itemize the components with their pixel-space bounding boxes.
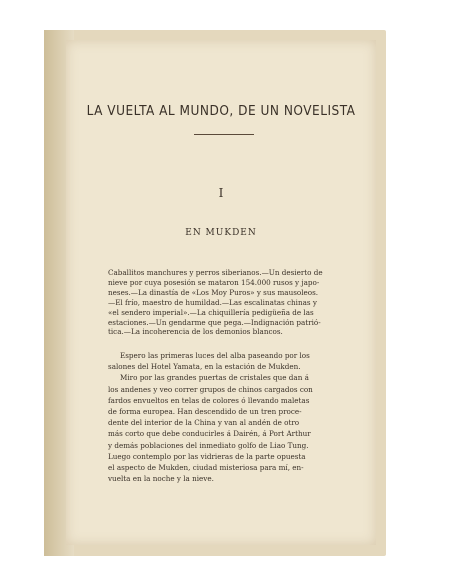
body-line: los andenes y veo correr grupos de chinos cargados con bbox=[108, 384, 313, 394]
summary-line: neses.—La dinastía de «Los Moy Puros» y sus mausoleos. bbox=[108, 287, 319, 297]
body-line: vuelta en la noche y la nieve. bbox=[108, 474, 214, 484]
summary-line: tica.—La incoherencia de los demonios blancos. bbox=[108, 327, 283, 337]
body-line: Espero las primeras luces del alba paseando por los bbox=[120, 351, 310, 360]
body-line: salones del Hotel Yamata, en la estación de Mukden. bbox=[108, 362, 301, 372]
summary-line: «el sendero imperial».—La chiquillería pedigüeña de las bbox=[108, 307, 314, 317]
body-line: de forma europea. Han descendido de un tren proce- bbox=[108, 407, 302, 417]
chapter-summary bbox=[108, 268, 338, 337]
summary-line: —El frío, maestro de humildad.—Las escalinatas chinas y bbox=[108, 297, 317, 307]
chapter-heading: EN MUKDEN bbox=[185, 228, 257, 238]
body-line: dente del interior de la China y van al andén de otro bbox=[108, 418, 300, 428]
title-divider bbox=[194, 134, 254, 135]
body-line: el aspecto de Mukden, ciudad misteriosa para mí, en- bbox=[108, 463, 304, 473]
body-line: fardos envueltos en telas de colores ó llevando maletas bbox=[108, 395, 310, 405]
chapter-numeral: I bbox=[218, 186, 224, 200]
body-line: más corto que debe conducirles á Dairén, á Port Arthur bbox=[108, 429, 311, 439]
body-paragraphs bbox=[108, 350, 338, 484]
body-line: Luego contemplo por las vidrieras de la parte opuesta bbox=[108, 451, 306, 461]
summary-line: nieve por cuya posesión se mataron 154.000 rusos y japo- bbox=[108, 277, 320, 287]
summary-line: Caballitos manchures y perros siberianos.—Un desierto de bbox=[108, 268, 323, 277]
page-title: LA VUELTA AL MUNDO, DE UN NOVELISTA bbox=[86, 103, 356, 119]
body-line: y demás poblaciones del inmediato golfo de Liao Tung. bbox=[108, 440, 309, 450]
summary-line: estaciones.—Un gendarme que pega.—Indignación patrió- bbox=[108, 317, 321, 327]
body-line: Miro por las grandes puertas de cristales que dan á bbox=[120, 373, 309, 383]
